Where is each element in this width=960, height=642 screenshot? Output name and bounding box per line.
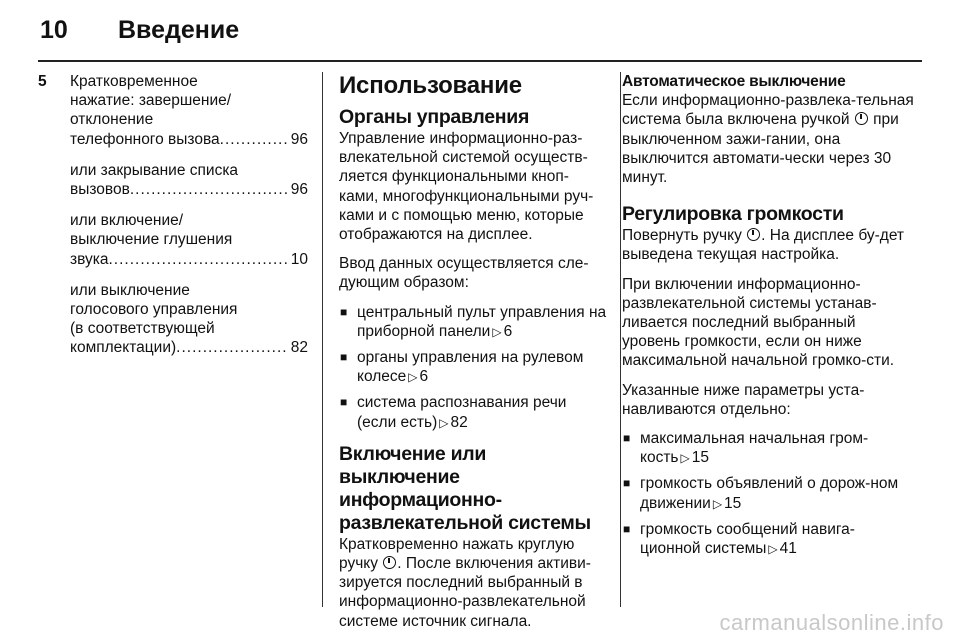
text-line: выключение глушения: [70, 231, 233, 249]
text-line: отклонение: [70, 111, 154, 129]
toc-line[interactable]: [70, 130, 308, 149]
power-knob-icon: [855, 112, 868, 125]
power-knob-icon: [747, 228, 760, 241]
toc-page: 10: [290, 250, 308, 268]
dot-leader: [109, 250, 289, 269]
legend-intro: [70, 72, 308, 130]
watermark[interactable]: carmanualsonline.info: [719, 610, 944, 635]
column-left: [38, 72, 308, 370]
onoff-heading: Включение или выключение информационно-развлекательной системы: [339, 442, 591, 534]
auto-off-heading: Автоматическое выключение: [622, 73, 846, 90]
toc-item: [70, 281, 308, 358]
toc-page: 96: [290, 130, 308, 148]
page-ref[interactable]: 15: [691, 449, 709, 467]
onoff-paragraph: [339, 535, 607, 631]
arrow-ref-icon: ▷: [408, 370, 418, 385]
page-header: [38, 14, 922, 62]
list-item: [339, 348, 607, 387]
text-part: Кратковременно нажать круглую ручку: [339, 535, 575, 573]
arrow-ref-icon: ▷: [492, 324, 502, 339]
page-title: Введение: [118, 16, 240, 44]
list-item: [622, 474, 914, 513]
list-item: [339, 393, 607, 432]
volume-heading: Регулировка громкости: [622, 203, 844, 226]
text-line: Кратковременное: [70, 73, 198, 90]
input-paragraph: Ввод данных осуществляется сле-дующим образом:: [339, 255, 589, 292]
toc-page: 82: [290, 339, 308, 357]
toc-item: [70, 161, 308, 199]
params-paragraph: Указанные ниже параметры уста-навливаются отдельно:: [622, 381, 865, 418]
list-item: [339, 303, 607, 342]
dot-leader: [176, 338, 289, 357]
list-item-text: максимальная начальная гром-кость: [640, 430, 869, 467]
text-line: или закрывание списка: [70, 161, 239, 179]
dot-leader: [220, 130, 289, 149]
startup-paragraph: При включении информационно-развлекательной системы устанав-ливается последний выбранный уровень громкости, если он ниже максимальной начальной громко-сти.: [622, 275, 895, 370]
page-ref[interactable]: 82: [450, 413, 468, 431]
text-line: голосового управления: [70, 301, 238, 319]
toc-line[interactable]: [70, 250, 308, 269]
volume-paragraph: [622, 226, 914, 264]
column-middle: [339, 72, 607, 641]
controls-heading: Органы управления: [339, 106, 530, 128]
text-line: нажатие: завершение/: [70, 92, 232, 110]
toc-label: звука: [70, 250, 109, 268]
text-line: или включение/: [70, 212, 184, 230]
page-ref[interactable]: 6: [419, 368, 429, 386]
list-item-text: центральный пульт управления на приборной панели: [357, 303, 607, 340]
auto-off-paragraph: [622, 91, 914, 187]
list-item-text: громкость объявлений о дорож-ном движении: [640, 475, 899, 512]
toc-page: 96: [290, 181, 308, 199]
toc-label: телефонного вызова: [70, 130, 220, 148]
arrow-ref-icon: ▷: [680, 451, 690, 466]
list-item-text: система распознавания речи (если есть): [357, 394, 567, 431]
power-knob-icon: [383, 556, 396, 569]
column-right: [622, 72, 914, 569]
arrow-ref-icon: ▷: [768, 542, 778, 557]
column-divider: [322, 72, 323, 607]
text-part: . На дисплее бу-дет выведена текущая настройка.: [622, 227, 905, 264]
volume-params-list: [622, 429, 914, 559]
page-ref[interactable]: 15: [724, 494, 742, 512]
text-line: (в соответствующей: [70, 320, 215, 338]
toc-line[interactable]: [70, 180, 308, 199]
legend-entry: [38, 72, 308, 358]
text-part: при выключенном зажи-гании, она выключится автомати-чески через 30 минут.: [622, 111, 899, 187]
controls-paragraph: Управление информационно-раз-влекательной системой осуществ-ляется функциональными кноп-ками, многофункциональными руч-ками и с помощью меню, которые отображаются на дисплее.: [339, 130, 594, 244]
section-title: Использование: [339, 72, 522, 99]
toc-item: [70, 211, 308, 269]
page-ref[interactable]: 6: [503, 322, 513, 340]
dot-leader: [130, 180, 289, 199]
list-item-text: органы управления на рулевом колесе: [357, 349, 584, 386]
legend-number: 5: [38, 73, 47, 90]
arrow-ref-icon: ▷: [712, 496, 723, 511]
text-part: Повернуть ручку: [622, 227, 742, 245]
column-divider: [620, 72, 621, 607]
list-item-text: громкость сообщений навига-ционной системы: [640, 520, 855, 558]
toc-label: комплектации): [70, 339, 177, 357]
toc-label: вызовов: [70, 181, 130, 199]
page-number: 10: [40, 16, 68, 44]
toc-line[interactable]: [70, 338, 308, 357]
text-part: Если информационно-развлека-тельная система была включена ручкой: [622, 92, 914, 129]
list-item: [622, 520, 914, 559]
text-part: . После включения активи-зируется последний выбранный в информационно-развлекательной системе источник сигнала.: [339, 555, 591, 630]
arrow-ref-icon: ▷: [439, 415, 449, 430]
input-methods-list: [339, 303, 607, 433]
page-ref[interactable]: 41: [779, 540, 797, 558]
list-item: [622, 429, 914, 468]
text-line: или выключение: [70, 281, 190, 299]
